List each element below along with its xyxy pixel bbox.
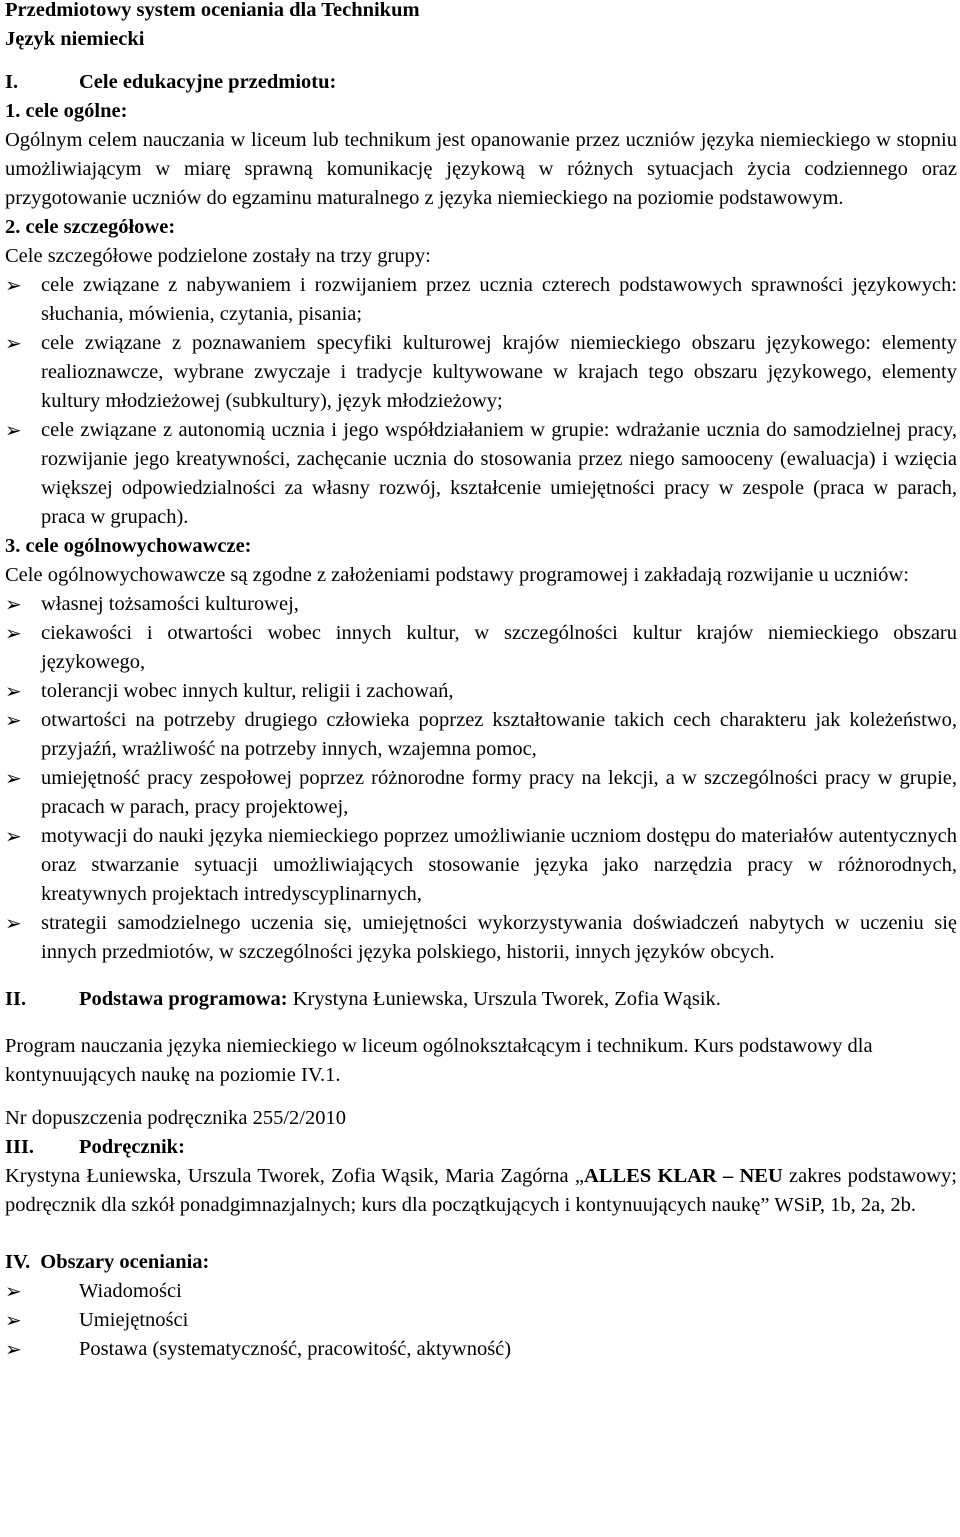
arrow-bullet-icon: ➢ <box>5 708 22 732</box>
spacer <box>5 1090 957 1104</box>
spacer <box>5 967 957 985</box>
section-3-title: Podręcznik: <box>79 1136 185 1158</box>
section-2-heading <box>5 985 957 1014</box>
section-2-number: II. <box>5 988 27 1010</box>
arrow-bullet-icon: ➢ <box>5 621 22 645</box>
approval-number: Nr dopuszczenia podręcznika 255/2/2010 <box>5 1107 346 1129</box>
list-item: ➢ cele związane z poznawaniem specyfiki kulturowej krajów niemieckiego obszaru językowego: elementy realioznawcze, wybrane zwyczaje i tradycje kultywowane w krajach tego obszaru językowego, elementy kultury młodzieżowej (subkultury), język młodzieżowy; <box>5 331 957 412</box>
section-4-number: IV. <box>5 1251 31 1273</box>
general-goals-heading: 1. cele ogólne: <box>5 100 128 122</box>
spacer <box>5 1220 957 1248</box>
general-goals-text: Ogólnym celem nauczania w liceum lub technikum jest opanowanie przez uczniów języka niemieckiego w stopniu umożliwiającym w miarę sprawną komunikację językową w różnych sytuacjach życia codziennego oraz przygotowanie uczniów do egzaminu maturalnego z języka niemieckiego na poziomie podstawowym. <box>5 129 957 209</box>
section-3-heading <box>5 1133 957 1162</box>
assessment-areas-list <box>5 1277 957 1364</box>
arrow-bullet-icon: ➢ <box>5 273 22 297</box>
educational-goals-intro: Cele ogólnowychowawcze są zgodne z założeniami podstawy programowej i zakładają rozwijanie u uczniów: <box>5 564 909 586</box>
arrow-bullet-icon: ➢ <box>5 1337 22 1361</box>
arrow-bullet-icon: ➢ <box>5 911 22 935</box>
textbook-title: ALLES KLAR – NEU <box>584 1165 783 1187</box>
section-1-number: I. <box>5 71 19 93</box>
program-text: Program nauczania języka niemieckiego w liceum ogólnokształcącym i technikum. Kurs podstawowy dla kontynuujących naukę na poziomie IV.1. <box>5 1035 873 1086</box>
arrow-bullet-icon: ➢ <box>5 331 22 355</box>
arrow-bullet-icon: ➢ <box>5 766 22 790</box>
list-item: ➢ ciekawości i otwartości wobec innych kultur, w szczególności kultur krajów niemieckiego obszaru językowego, <box>5 621 957 673</box>
list-item: ➢ cele związane z autonomią ucznia i jego współdziałaniem w grupie: wdrażanie ucznia do samodzielnej pracy, rozwijanie jego kreatywności, zachęcanie ucznia do stosowania przez niego samooceny (ewaluacja) i wzięcia większej odpowiedzialności za własny rozwój, kształcenie umiejętności pracy w zespole (praca w parach, praca w grupach). <box>5 418 957 528</box>
section-2-title: Podstawa programowa: <box>79 988 288 1010</box>
section-3-number: III. <box>5 1136 35 1158</box>
list-item: ➢ umiejętność pracy zespołowej poprzez różnorodne formy pracy na lekcji, a w szczególności pracy w grupie, pracach w parach, pracy projektowej, <box>5 766 957 818</box>
list-item: ➢ motywacji do nauki języka niemieckiego poprzez umożliwianie uczniom dostępu do materiałów autentycznych oraz stwarzanie sytuacji umożliwiających stosowanie języka jako narzędzia pracy w różnorodnych, kreatywnych projektach intredyscyplinarnych, <box>5 824 957 905</box>
list-item: ➢ otwartości na potrzeby drugiego człowieka poprzez kształtowanie takich cech charakteru jak koleżeństwo, przyjaźń, wrażliwość na potrzeby innych, wzajemna pomoc, <box>5 708 957 760</box>
arrow-bullet-icon: ➢ <box>5 1308 22 1332</box>
arrow-bullet-icon: ➢ <box>5 418 22 442</box>
arrow-bullet-icon: ➢ <box>5 592 22 616</box>
textbook-text: Krystyna Łuniewska, Urszula Tworek, Zofia Wąsik, Maria Zagórna „ALLES KLAR – NEU zakres podstawowy; podręcznik dla szkół ponadgimnazjalnych; kurs dla początkujących i kontynuujących naukę” WSiP, 1b, 2a, 2b. <box>5 1165 957 1216</box>
list-item: ➢ własnej tożsamości kulturowej, <box>5 590 957 619</box>
arrow-bullet-icon: ➢ <box>5 824 22 848</box>
list-item: ➢ Umiejętności <box>5 1306 957 1335</box>
arrow-bullet-icon: ➢ <box>5 679 22 703</box>
spacer <box>5 54 957 68</box>
list-item: ➢ Postawa (systematyczność, pracowitość, aktywność) <box>5 1335 957 1364</box>
section-4-heading <box>5 1248 957 1277</box>
list-item: ➢ cele związane z nabywaniem i rozwijaniem przez ucznia czterech podstawowych sprawności językowych: słuchania, mówienia, czytania, pisania; <box>5 273 957 325</box>
document-subtitle: Język niemiecki <box>5 28 145 50</box>
section-1-heading <box>5 68 957 97</box>
list-item: ➢ tolerancji wobec innych kultur, religii i zachowań, <box>5 677 957 706</box>
list-item: ➢ Wiadomości <box>5 1277 957 1306</box>
educational-goals-list <box>5 590 957 967</box>
detailed-goals-intro: Cele szczegółowe podzielone zostały na trzy grupy: <box>5 245 431 267</box>
detailed-goals-heading: 2. cele szczegółowe: <box>5 216 176 238</box>
detailed-goals-list <box>5 271 957 532</box>
section-2-line <box>79 985 721 1014</box>
arrow-bullet-icon: ➢ <box>5 1279 22 1303</box>
section-4-title: Obszary oceniania: <box>40 1251 210 1273</box>
spacer <box>5 1014 957 1032</box>
list-item: ➢ strategii samodzielnego uczenia się, umiejętności wykorzystywania doświadczeń nabytych w uczeniu się innych przedmiotów, w szczególności języka polskiego, historii, innych języków obcych. <box>5 911 957 963</box>
educational-goals-heading: 3. cele ogólnowychowawcze: <box>5 535 252 557</box>
document-title: Przedmiotowy system oceniania dla Technikum <box>5 0 420 21</box>
section-2-authors: Krystyna Łuniewska, Urszula Tworek, Zofia Wąsik. <box>287 988 721 1010</box>
section-1-title: Cele edukacyjne przedmiotu: <box>79 71 337 93</box>
